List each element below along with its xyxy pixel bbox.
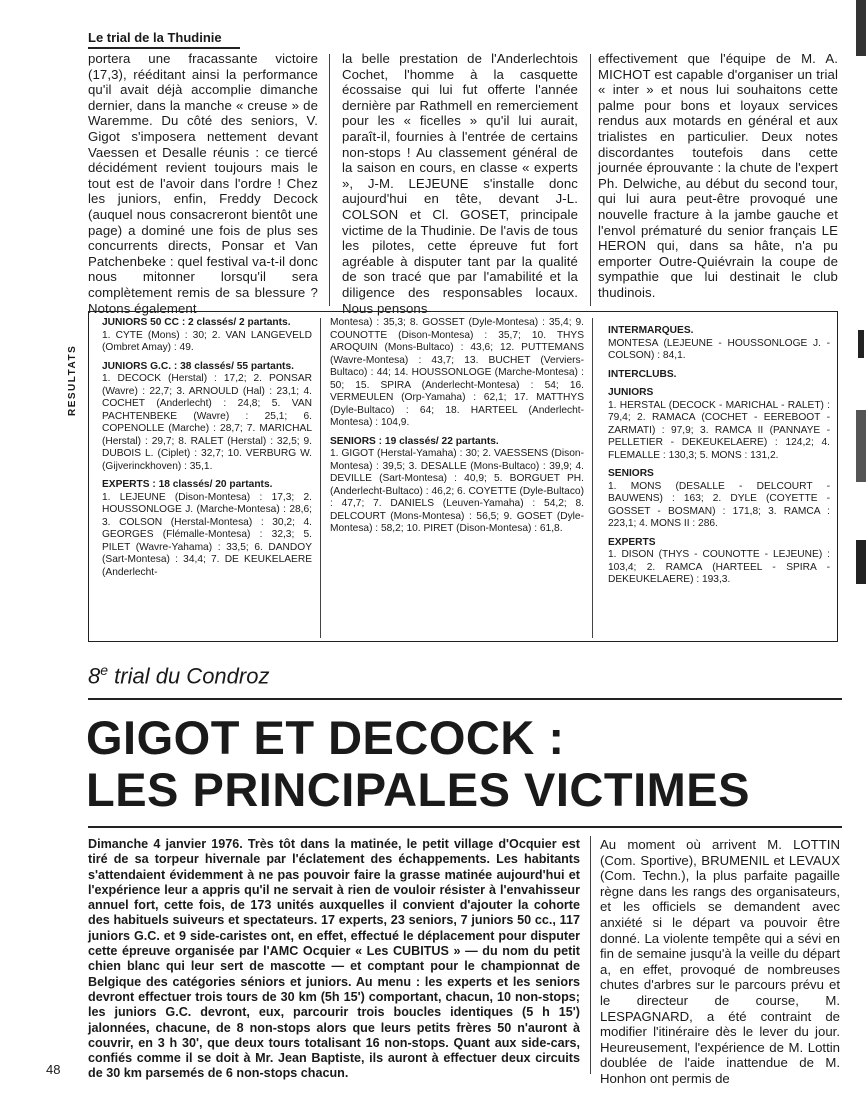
result-text: 1. GIGOT (Herstal-Yamaha) : 30; 2. VAESSENS (Dison-Montesa) : 39,5; 3. DESALLE (Mons-Bultaco) : 39,9; 4. DEVILLE (Sart-Montesa) : 40,9; 5. BORGUET PH. (Anderlecht-Bultaco) : 46,2; 6. COYETTE (Dyle-Bultaco) : 47,7; 7. DANIELS (Leuven-Yamaha) : 54,2; 8. DELCOURT (Mons-Montesa) : 56,5; 9. GOSET (Dyle-Montesa) : 58,2; 10. PIRET (Dison-Montesa) : 61,8.: [330, 448, 584, 534]
title-rule: [88, 698, 842, 700]
page-number: 48: [46, 1062, 61, 1077]
results-divider: [320, 318, 321, 638]
headline: [86, 712, 846, 816]
scan-edge: [856, 410, 866, 482]
subtitle-text: trial du Condroz: [108, 663, 270, 689]
result-text: 1. HERSTAL (DECOCK - MARICHAL - RALET) : 79,4; 2. RAMACA (COCHET - EEREBOOT - ZARMATI) : 97,9; 3. RAMCA II (PANNAYE - PELLETIER - DEKEUKELAERE) : 124,2; 4. FLEMALLE : 130,3; 5. MONS : 131,2.: [608, 399, 830, 461]
article-lead: Dimanche 4 janvier 1976. Très tôt dans la matinée, le petit village d'Ocquier est tiré de sa torpeur hivernale par l'éclatement des échappements. Les habitants s'attendaient évidemment à ne pas pouvoir faire la grasse matinée aujourd'hui et l'expérience leur a appris qu'il ne servait à rien de vouloir résister à l'envahisseur annuel fort, cette fois, de 173 unités auxquelles il convient d'ajouter la cohorte des habituels suiveurs et spectateurs. 17 experts, 23 seniors, 7 juniors 50 cc., 117 juniors G.C. et 9 side-caristes ont, en effet, effectué le déplacement pour disputer cette épreuve organisée par l'AMC Ocquier « Les CUBITUS » — du nom du petit chien blanc qui leur sert de mascotte — et comptant pour le championnat de Belgique des catégories séniors et juniors. Au menu : les experts et les seniors devront effectuer trois tours de 30 km (5h 15') comportant, chacun, 10 non-stops; les juniors G.C. devront, eux, parcourir trois boucles identiques (5 h 15') jalonnées, chacune, de 8 non-stops alors que leurs petits frères 50 n'auront à couvrir, en 3 h 30', que deux tours totalisant 16 non-stops. Quant aux side-cars, confiés comme il se doit à Mr. Jean Baptiste, ils auront à effectuer deux circuits de 30 km parsemés de 6 non-stops chacun.: [88, 837, 580, 1081]
result-heading: JUNIORS G.C. : 38 classés/ 55 partants.: [102, 360, 294, 372]
result-text: Montesa) : 35,3; 8. GOSSET (Dyle-Montesa) : 35,4; 9. COUNOTTE (Dison-Montesa) : 35,7; 10. THYS AROQUIN (Mons-Bultaco) : 43,6; 12. PUTTEMANS (Wavre-Montesa) : 43,7; 13. BUCHET (Verviers-Bultaco) : 44; 14. HOUSSONLOGE (Marche-Montesa) : 50; 15. SPIRA (Anderlecht-Montesa) : 54; 16. VERMEULEN (Orp-Yamaha) : 62,1; 17. MATTHYS (Dyle-Bultaco) : 64; 18. HARTEEL (Anderlecht-Montesa) : 104,9.: [330, 317, 584, 428]
result-heading: EXPERTS : 18 classés/ 20 partants.: [102, 479, 273, 490]
results-side-label: [65, 316, 85, 416]
column-divider: [329, 54, 330, 306]
headline-line-2: LES PRINCIPALES VICTIMES: [86, 763, 750, 816]
scan-edge: [858, 330, 864, 358]
article-column: Au moment où arrivent M. LOTTIN (Com. Sportive), BRUMENIL et LEVAUX (Com. Techn.), la plus parfaite pagaille règne dans les rangs des organisateurs, et les officiels se demandent avec anxiété si le départ va pouvoir être donné. La violente tempête qui a sévi en fin de semaine jusqu'à la veille du départ a, en effet, provoqué de nombreuses chutes d'arbres sur le parcours prévu et le directeur de course, M. LESPAGNARD, a été contraint de modifier l'itinéraire dès le lever du jour. Heureusement, l'expérience de M. Lottin doublée de l'aide inattendue de M. Honhon ont permis de: [600, 837, 840, 1086]
headline-rule: [88, 826, 842, 828]
results-label-text: RESULTATS: [67, 344, 78, 416]
result-heading: INTERMARQUES.: [608, 325, 694, 336]
result-heading: JUNIORS: [608, 387, 654, 398]
results-column-2: [330, 317, 584, 536]
intro-column-3-text: effectivement que l'équipe de M. A. MICHOT est capable d'organiser un trial « inter » et nous lui souhaitons cette palme pour bons et loyaux services rendus aux motards en général et aux trialistes en particulier. Deux notes discordantes toutefois dans cette journée éprouvante : la chute de l'expert Ph. Delwiche, au début du second tour, qui lui aura peut-être provoqué une nouvelle fracture à la jambe gauche et l'envol prématuré du senior français LE HERON qui, dans sa hâte, n'a pu emporter Outre-Quiévrain la coupe de sympathie que lui destinait le club thudinois.: [598, 51, 838, 300]
subtitle-ordinal: e: [100, 662, 109, 678]
result-heading: JUNIORS 50 CC : 2 classés/ 2 partants.: [102, 317, 291, 328]
section-header: Le trial de la Thudinie: [88, 30, 222, 45]
headline-line-1: GIGOT ET DECOCK :: [86, 711, 565, 764]
subtitle-number: 8: [88, 663, 101, 689]
result-text: 1. DECOCK (Herstal) : 17,2; 2. PONSAR (Wavre) : 22,7; 3. ARNOULD (Hal) : 23,1; 4. COCHET (Anderlecht) : 24,8; 5. VAN PACHTENBEKE (Wavre) : 25,1; 6. COPENOLLE (Marche) : 28,7; 7. MARICHAL (Herstal) : 29,7; 8. RALET (Herstal) : 32,5; 9. DUBOIS L. (Ciplet) : 32,7; 10. VERBURG W. (Gijverinckhoven) : 35,1.: [102, 373, 312, 472]
scan-edge: [856, 0, 866, 56]
result-heading: EXPERTS: [608, 536, 656, 548]
article-subtitle: [88, 662, 269, 689]
result-heading: INTERCLUBS.: [608, 368, 677, 380]
intro-column-1: [88, 51, 318, 316]
intro-column-3: [598, 51, 838, 301]
result-heading: SENIORS : 19 classés/ 22 partants.: [330, 435, 499, 447]
result-text: 1. DISON (THYS - COUNOTTE - LEJEUNE) : 103,4; 2. RAMCA (HARTEEL - SPIRA - DEKEUKELAERE) : 193,3.: [608, 549, 830, 585]
scan-edge: [856, 540, 866, 584]
result-text: 1. LEJEUNE (Dison-Montesa) : 17,3; 2. HOUSSONLOGE J. (Marche-Montesa) : 28,6; 3. COLSON (Herstal-Montesa) : 30,2; 4. GEORGES (Flémalle-Montesa) : 32,3; 5. PILET (Wavre-Yahama) : 33,5; 6. DANDOY (Sart-Montesa) : 34,4; 7. DE KEUKELAERE (Anderlecht-: [102, 491, 312, 578]
intro-column-1-text: portera une fracassante victoire (17,3), rééditant ainsi la performance qu'il avait déjà accomplie dimanche dernier, dans la manche « creuse » de Waremme. Du côté des seniors, V. Gigot s'imposera nettement devant Vaessen et Desalle réunis : ce tiercé décidément revient toujours mais le tout est de l'avoir dans l'ordre ! Chez les juniors, enfin, Freddy Decock (auquel nous consacreront bientôt une page) a dominé une fois de plus ses concurrents directs, Ponsar et Van Patchenbeke : quel festival va-t-il donc nous mitonner lorsqu'il sera complètement remis de sa blessure ? Notons également: [88, 51, 318, 316]
result-text: 1. MONS (DESALLE - DELCOURT - BAUWENS) : 163; 2. DYLE (COYETTE - GOSSET - BOSMAN) : 171,8; 3. RAMCA : 223,1; 4. MONS II : 286.: [608, 480, 830, 529]
result-text: MONTESA (LEJEUNE - HOUSSONLOGE J. - COLSON) : 84,1.: [608, 337, 830, 361]
column-divider: [590, 836, 591, 1074]
result-heading: SENIORS: [608, 468, 654, 479]
section-header-rule: [88, 47, 240, 49]
result-text: 1. CYTE (Mons) : 30; 2. VAN LANGEVELD (Ombret Amay) : 49.: [102, 329, 312, 353]
intro-column-2-text: la belle prestation de l'Anderlechtois Cochet, l'homme à la casquette écossaise qui lui fut offerte l'année dernière par Rathmell en remerciement pour les « ficelles » qu'il lui aurait, paraît-il, fournies à l'entrée de certains non-stops ! Au classement général de la saison en cours, en classe « experts », J-M. LEJEUNE s'installe donc aujourd'hui en tête, devant J-L. COLSON et Cl. GOSET, principale victime de la Thudinie. De l'avis de tous les pilotes, cette épreuve fut fort agréable à disputer tant par la qualité de son tracé que par l'amabilité et la diligence des responsables locaux. Nous pensons: [342, 51, 578, 316]
results-divider: [592, 318, 593, 638]
results-column-3: [608, 325, 830, 587]
results-column-1: [102, 317, 312, 579]
intro-column-2: [342, 51, 578, 316]
column-divider: [590, 54, 591, 306]
